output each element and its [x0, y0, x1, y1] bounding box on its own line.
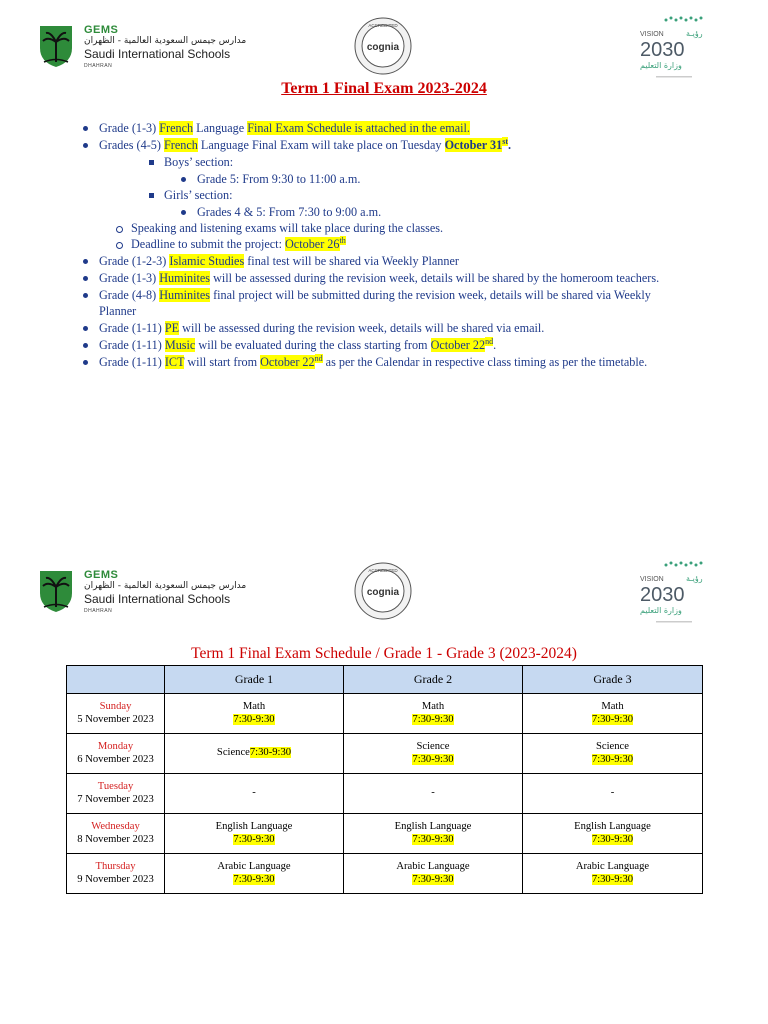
shield-palm-icon — [38, 569, 74, 613]
vision-arabic: رؤيـة — [686, 574, 703, 583]
cognia-logo — [354, 562, 412, 620]
exam-cell: Arabic Language 7:30-9:30 — [165, 854, 344, 894]
table-row — [67, 774, 703, 814]
table-row — [67, 734, 703, 774]
day-cell: Monday 6 November 2023 — [67, 734, 165, 774]
school-city: DHAHRAN — [84, 63, 113, 69]
accreditor-ring-text: ACCREDITED — [368, 23, 398, 28]
list-item: Speaking and listening exams will take place during the classes. — [131, 221, 444, 235]
list-item: Grades (4-5) French Language Final Exam will take place on Tuesday October 31st. — [99, 136, 512, 152]
vision-2030-logo — [636, 557, 716, 627]
vision-2030-logo — [636, 12, 716, 82]
exam-cell: English Language 7:30-9:30 — [523, 814, 703, 854]
exam-cell: - — [165, 774, 344, 814]
cognia-logo — [354, 17, 412, 75]
page-header — [0, 545, 768, 625]
list-item: Girls’ section: — [164, 188, 233, 202]
list-item: Grade (1-2-3) Islamic Studies final test will be shared via Weekly Planner — [99, 254, 459, 268]
accreditor-name: cognia — [366, 42, 400, 53]
document-title: Term 1 Final Exam 2023-2024 — [281, 80, 487, 97]
list-item: Boys’ section: — [164, 155, 234, 169]
exam-cell: Arabic Language 7:30-9:30 — [344, 854, 523, 894]
exam-cell: Math 7:30-9:30 — [344, 694, 523, 734]
gems-wordmark: GEMS — [84, 24, 119, 36]
list-item: Grade (1-11) Music will be evaluated during the class starting from October 22nd. — [99, 336, 497, 352]
column-header: Grade 1 — [165, 666, 344, 694]
exam-cell: English Language 7:30-9:30 — [165, 814, 344, 854]
list-item: Grade (4-8) Huminites final project will be submitted during the revision week, details will be shared via Weekly — [99, 288, 651, 302]
table-header-row — [67, 666, 703, 694]
day-cell: Sunday 5 November 2023 — [67, 694, 165, 734]
list-item-continuation: Planner — [99, 304, 137, 318]
vision-year: 2030 — [640, 584, 685, 606]
list-item: Deadline to submit the project: October 26th — [131, 235, 346, 251]
day-cell: Thursday 9 November 2023 — [67, 854, 165, 894]
table-row — [67, 694, 703, 734]
schedule-title: Term 1 Final Exam Schedule / Grade 1 - Grade 3 (2023-2024) — [191, 645, 577, 662]
vision-year: 2030 — [640, 39, 685, 61]
school-name: Saudi International Schools — [84, 47, 231, 61]
list-item: Grade (1-11) ICT will start from October 22nd as per the Calendar in respective class timing as per the timetable. — [99, 353, 648, 369]
list-item: Grades 4 & 5: From 7:30 to 9:00 a.m. — [197, 205, 382, 219]
column-header: Grade 3 — [523, 666, 703, 694]
day-cell: Wednesday 8 November 2023 — [67, 814, 165, 854]
exam-cell: Science7:30-9:30 — [165, 734, 344, 774]
column-header: Grade 2 — [344, 666, 523, 694]
exam-cell: English Language 7:30-9:30 — [344, 814, 523, 854]
gems-logo — [38, 567, 247, 617]
gems-logo — [38, 22, 247, 72]
list-item: Grade 5: From 9:30 to 11:00 a.m. — [197, 172, 361, 186]
ministry-arabic: وزارة التعليم — [640, 606, 682, 615]
exam-cell: - — [523, 774, 703, 814]
exam-cell: - — [344, 774, 523, 814]
school-name-arabic: مدارس جيمس السعودية العالمية - الظهران — [84, 581, 247, 591]
list-item: Grade (1-3) Huminites will be assessed during the revision week, details will be shared by the homeroom teachers. — [99, 271, 660, 285]
table-row — [67, 854, 703, 894]
exam-cell: Math 7:30-9:30 — [165, 694, 344, 734]
vision-word: VISION — [640, 576, 664, 583]
exam-cell: Arabic Language 7:30-9:30 — [523, 854, 703, 894]
day-cell: Tuesday 7 November 2023 — [67, 774, 165, 814]
vision-word: VISION — [640, 31, 664, 38]
list-item: Grade (1-3) French Language Final Exam Schedule is attached in the email. — [99, 121, 470, 135]
list-item: Grade (1-11) PE will be assessed during the revision week, details will be shared via email. — [99, 321, 545, 335]
accreditor-ring-text: ACCREDITED — [368, 568, 398, 573]
exam-schedule-table — [66, 665, 703, 894]
column-header — [67, 666, 165, 694]
accreditor-name: cognia — [366, 587, 400, 598]
table-row — [67, 814, 703, 854]
school-name-arabic: مدارس جيمس السعودية العالمية - الظهران — [84, 36, 247, 46]
exam-cell: Math 7:30-9:30 — [523, 694, 703, 734]
exam-cell: Science 7:30-9:30 — [523, 734, 703, 774]
school-name: Saudi International Schools — [84, 592, 231, 606]
shield-palm-icon — [38, 24, 74, 68]
exam-cell: Science 7:30-9:30 — [344, 734, 523, 774]
ministry-arabic: وزارة التعليم — [640, 61, 682, 70]
page-header — [0, 0, 768, 80]
gems-wordmark: GEMS — [84, 569, 119, 581]
school-city: DHAHRAN — [84, 608, 113, 614]
vision-arabic: رؤيـة — [686, 29, 703, 38]
